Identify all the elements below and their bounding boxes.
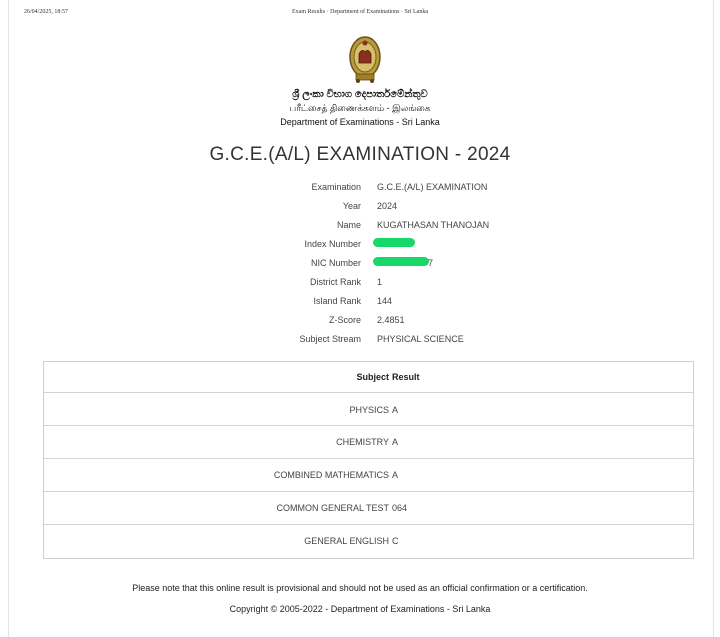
detail-label: District Rank: [309, 277, 361, 287]
result-cell: 064: [392, 503, 408, 513]
results-table: [43, 361, 694, 559]
detail-label: Name: [336, 220, 361, 230]
detail-label: Index Number: [304, 239, 361, 249]
result-cell: C: [392, 536, 399, 546]
detail-row-subject-stream: [0, 334, 720, 353]
detail-label: Subject Stream: [299, 334, 361, 344]
detail-value: 2024: [377, 201, 398, 211]
table-row: [44, 492, 693, 525]
sri-lanka-emblem-icon: [346, 30, 384, 86]
print-title: Exam Results · Department of Examinations · Sri Lanka: [292, 9, 428, 15]
header-result: Result: [392, 372, 420, 382]
detail-label: NIC Number: [310, 258, 361, 268]
detail-row-district-rank: [0, 277, 720, 296]
detail-row-nic-number: [0, 258, 720, 277]
detail-row-island-rank: [0, 296, 720, 315]
detail-value: 2.4851: [377, 315, 405, 325]
detail-value: PHYSICAL SCIENCE: [377, 334, 464, 344]
detail-value: 7: [428, 258, 434, 268]
detail-value: G.C.E.(A/L) EXAMINATION: [377, 182, 488, 192]
detail-label: Year: [342, 201, 361, 211]
detail-row-examination: [0, 182, 720, 201]
disclaimer-text: Please note that this online result is provisional and should not be used as an official confirmation or a certification.: [132, 583, 588, 593]
subject-cell: PHYSICS: [349, 405, 389, 415]
subject-cell: GENERAL ENGLISH: [304, 536, 389, 546]
detail-row-index-number: [0, 239, 720, 258]
detail-row-year: [0, 201, 720, 220]
detail-label: Examination: [311, 182, 361, 192]
detail-label: Island Rank: [313, 296, 361, 306]
detail-value: 1: [377, 277, 383, 287]
copyright-text: Copyright © 2005-2022 - Department of Examinations - Sri Lanka: [229, 604, 491, 614]
result-cell: A: [392, 470, 399, 480]
department-name-sinhala: ශ්‍රී ලංකා විභාග දෙපාර්තමේන්තුව: [292, 89, 428, 100]
table-row: [44, 426, 693, 459]
exam-title: G.C.E.(A/L) EXAMINATION - 2024: [209, 144, 511, 165]
subject-cell: COMBINED MATHEMATICS: [273, 470, 389, 480]
redaction-mark: [373, 257, 429, 266]
detail-value: 144: [377, 296, 393, 306]
subject-cell: CHEMISTRY: [336, 437, 389, 447]
subject-cell: COMMON GENERAL TEST: [276, 503, 389, 513]
detail-row-name: [0, 220, 720, 239]
result-cell: A: [392, 405, 399, 415]
redaction-mark: [373, 238, 415, 247]
department-name-english: Department of Examinations - Sri Lanka: [280, 117, 440, 127]
table-row: [44, 525, 693, 558]
detail-value: KUGATHASAN THANOJAN: [377, 220, 490, 230]
table-row: [44, 393, 693, 426]
result-cell: A: [392, 437, 399, 447]
print-date: 26/04/2025, 18:57: [24, 9, 69, 15]
table-row: [44, 459, 693, 492]
department-name-tamil: பரீட்சைத் திணைக்களம் - இலங்கை: [289, 103, 431, 113]
header-subject: Subject: [356, 372, 389, 382]
detail-row-z-score: [0, 315, 720, 334]
detail-label: Z-Score: [328, 315, 361, 325]
table-header-row: [44, 362, 693, 393]
